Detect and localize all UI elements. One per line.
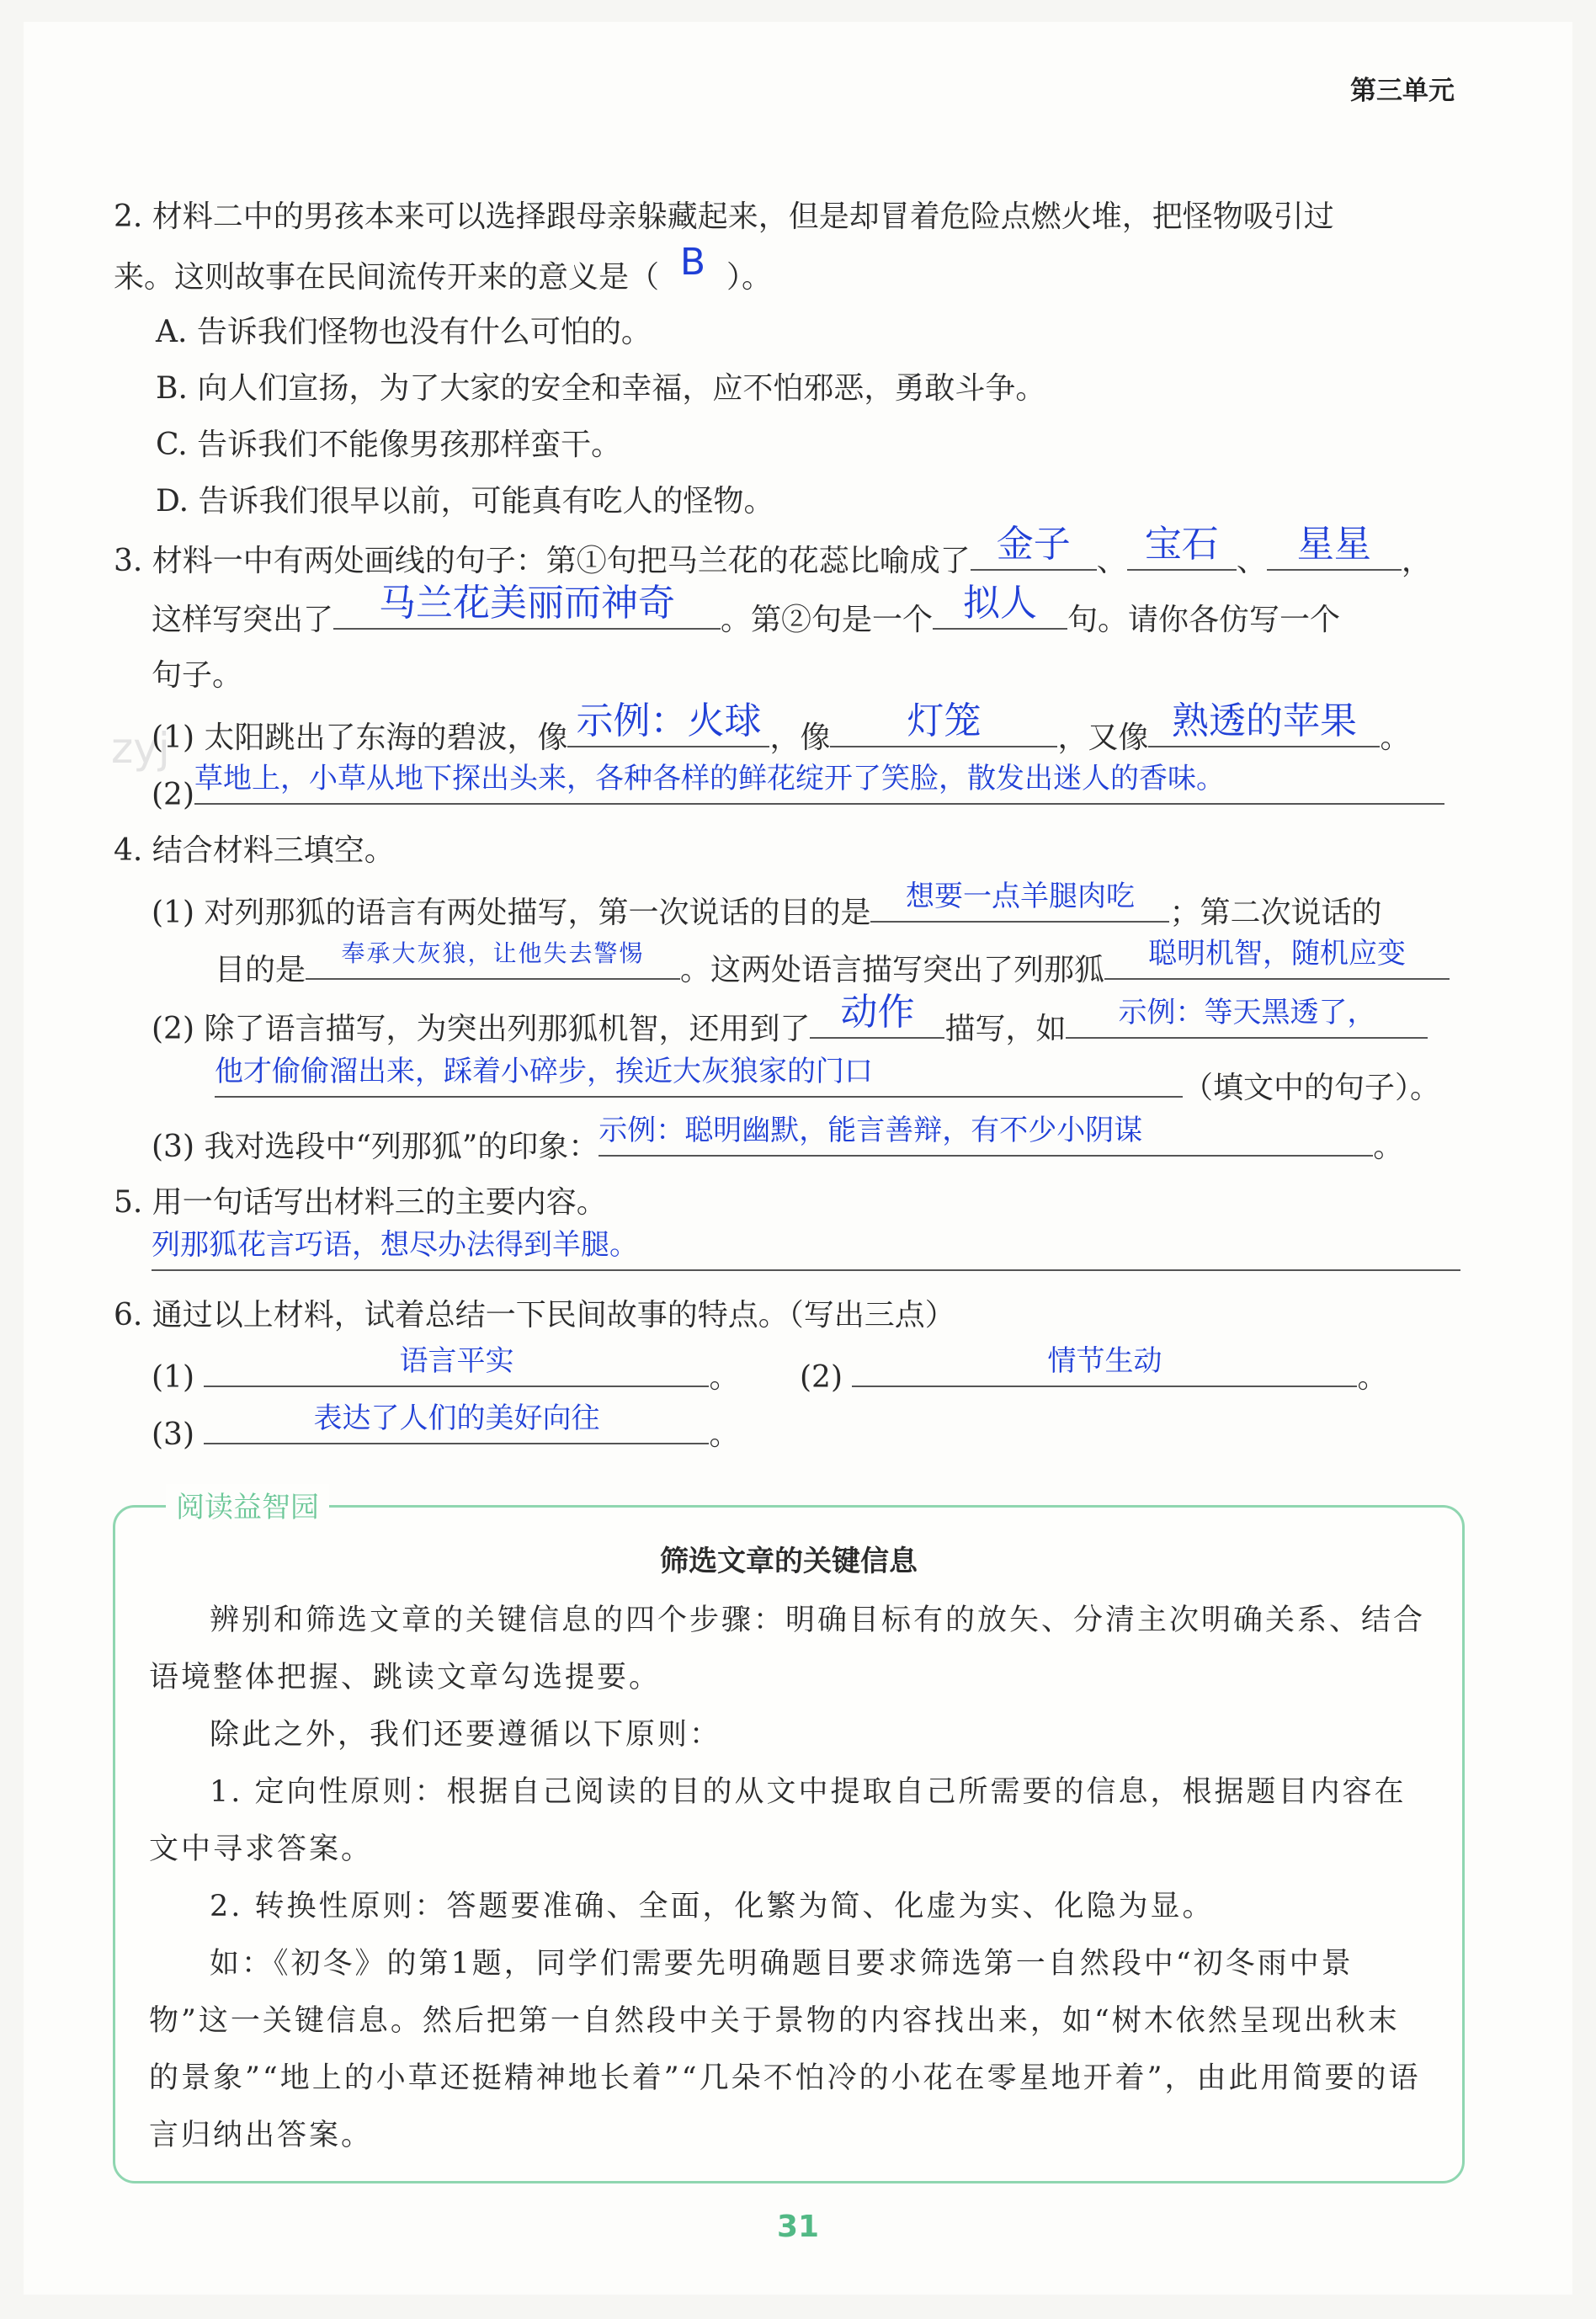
q2-close: ）。 bbox=[726, 260, 773, 295]
q3-s1-blank-3[interactable] bbox=[1148, 699, 1380, 747]
box-title: 筛选文章的关键信息 bbox=[660, 1545, 918, 1578]
q3-prompt: 3. 材料一中有两处画线的句子：第①句把马兰花的花蕊比喻成了 bbox=[114, 544, 971, 578]
q6-title: 6. 通过以上材料，试着总结一下民间故事的特点。（写出三点） bbox=[114, 1298, 955, 1332]
q3-blank-1[interactable] bbox=[971, 523, 1097, 571]
q3-s1-mid-2: ，又像 bbox=[1057, 721, 1149, 755]
q3-sep-2: 、 bbox=[1236, 544, 1267, 578]
q4-p3-line bbox=[152, 1114, 1403, 1177]
box-para-5: 如：《初冬》的第1题，同学们需要先明确题目要求筛选第一自然段中“初冬雨中景物”这一关键信息。然后把第一自然段中关于景物的内容找出来，如“树木依然呈现出秋末的景象”“地上的小草还挺精神地长着”“几朵不怕冷的小花在零星地开着”，由此用简要的语言归纳出答案。 bbox=[149, 1947, 1421, 2152]
q3-s1-answer-1: 示例：火球 bbox=[576, 699, 762, 742]
q3-comma: ， bbox=[1401, 544, 1432, 578]
q2-option-b: B. 向人们宣扬，为了大家的安全和幸福，应不怕邪恶，勇敢斗争。 bbox=[156, 371, 1046, 406]
q3-s1-blank-2[interactable] bbox=[830, 699, 1057, 747]
q4-p2-blank-1[interactable] bbox=[810, 991, 944, 1039]
q3-s1-mid-1: ，像 bbox=[769, 721, 831, 755]
q6-answer-2: 情节生动 bbox=[1047, 1344, 1162, 1378]
q5-answer-line bbox=[152, 1229, 1460, 1291]
q4-p3-blank[interactable] bbox=[598, 1114, 1373, 1157]
unit-header: 第三单元 bbox=[1350, 76, 1455, 106]
q4-p2b-post: （填文中的句子）。 bbox=[1183, 1071, 1441, 1105]
q6-blank-2[interactable] bbox=[852, 1345, 1357, 1387]
q2-answer: B bbox=[679, 241, 706, 284]
q6-e1: 。 bbox=[709, 1360, 740, 1395]
q6-e3: 。 bbox=[709, 1417, 740, 1452]
q4-p2-mid: 描写，如 bbox=[944, 1012, 1067, 1046]
q4-p2-answer-3: 他才偷偷溜出来，踩着小碎步，挨近大灰狼家的门口 bbox=[215, 1055, 873, 1088]
q3-s1-answer-3: 熟透的苹果 bbox=[1171, 699, 1357, 742]
q6-item-2 bbox=[800, 1345, 1387, 1407]
q4-p1-answer-3: 聪明机智，随机应变 bbox=[1148, 937, 1407, 971]
q4-p3-answer: 示例：聪明幽默，能言善辩，有不少小阴谋 bbox=[598, 1114, 1143, 1147]
q3-line2 bbox=[152, 582, 1341, 650]
q3-s2-prompt: (2) bbox=[152, 778, 194, 812]
q4-title: 4. 结合材料三填空。 bbox=[114, 833, 395, 868]
q6-l3-label: (3) bbox=[152, 1417, 194, 1452]
q3-sentence-2 bbox=[152, 763, 1444, 825]
q3-answer-4: 马兰花美丽而神奇 bbox=[379, 582, 676, 625]
q2-line2 bbox=[114, 241, 773, 307]
q4-p3-end: 。 bbox=[1373, 1130, 1404, 1164]
q3-l2-mid: 。第②句是一个 bbox=[721, 603, 934, 637]
q4-p3-prompt: (3) 我对选段中“列那狐”的印象： bbox=[152, 1130, 599, 1164]
q4-p2-prompt: (2) 除了语言描写，为突出列那狐机智，还用到了 bbox=[152, 1012, 811, 1046]
q4-p1-prompt: (1) 对列那狐的语言有两处描写，第一次说话的目的是 bbox=[152, 896, 871, 930]
q5-title: 5. 用一句话写出材料三的主要内容。 bbox=[114, 1185, 607, 1220]
q5-answer: 列那狐花言巧语，想尽办法得到羊腿。 bbox=[152, 1228, 638, 1262]
q3-s2-blank[interactable] bbox=[194, 763, 1444, 805]
q2-line1: 2. 材料二中的男孩本来可以选择跟母亲躲藏起来，但是却冒着危险点燃火堆，把怪物吸引过 bbox=[114, 199, 1334, 234]
box-para-1: 辨别和筛选文章的关键信息的四个步骤：明确目标有的放矢、分清主次明确关系、结合语境整体把握、跳读文章勾选提要。 bbox=[149, 1604, 1426, 1694]
q4-p2-line2 bbox=[215, 1056, 1440, 1118]
q4-p2-answer-1: 动作 bbox=[840, 991, 915, 1034]
q6-e2: 。 bbox=[1357, 1360, 1388, 1395]
q2-option-d: D. 告诉我们很早以前，可能真有吃人的怪物。 bbox=[156, 484, 774, 519]
q3-blank-5[interactable] bbox=[933, 582, 1067, 630]
q3-l2-post: 句。请你各仿写一个 bbox=[1067, 603, 1341, 637]
box-para-3: 1. 定向性原则：根据自己阅读的目的从文中提取自己所需要的信息，根据题目内容在文中寻求答案。 bbox=[149, 1775, 1407, 1866]
box-para-2: 除此之外，我们还要遵循以下原则： bbox=[210, 1718, 722, 1752]
q3-sep-1: 、 bbox=[1096, 544, 1127, 578]
q4-p1-blank-2[interactable] bbox=[306, 938, 680, 980]
q4-p2-blank-2[interactable] bbox=[1066, 997, 1428, 1039]
q3-l2-prompt: 这样写突出了 bbox=[152, 603, 334, 637]
q6-answer-3: 表达了人们的美好向往 bbox=[313, 1402, 600, 1435]
q4-p1-answer-2: 奉承大灰狼，让他失去警惕 bbox=[341, 939, 645, 967]
q3-s2-answer: 草地上，小草从地下探出头来，各种各样的鲜花绽开了笑脸，散发出迷人的香味。 bbox=[194, 762, 1225, 795]
q3-blank-3[interactable] bbox=[1267, 523, 1402, 571]
q2-option-a: A. 告诉我们怪物也没有什么可怕的。 bbox=[156, 315, 652, 349]
q4-p2-answer-2: 示例：等天黑透了， bbox=[1118, 996, 1376, 1029]
q3-s1-prompt: (1) 太阳跳出了东海的碧波，像 bbox=[152, 721, 568, 755]
q3-s1-end: 。 bbox=[1380, 721, 1411, 755]
q4-p2-blank-3[interactable] bbox=[215, 1056, 1183, 1098]
q3-answer-2: 宝石 bbox=[1144, 523, 1219, 566]
q4-p2-line1 bbox=[152, 991, 1428, 1059]
q4-p1-blank-1[interactable] bbox=[870, 880, 1169, 923]
page-number: 31 bbox=[776, 2210, 820, 2244]
q3-line1 bbox=[114, 523, 1432, 591]
q6-blank-1[interactable] bbox=[204, 1345, 709, 1387]
q4-p1b-mid: 。这两处语言描写突出了列那狐 bbox=[680, 953, 1105, 987]
q6-l2-label: (2) bbox=[800, 1360, 843, 1395]
q6-item-3 bbox=[152, 1402, 739, 1465]
q5-blank[interactable] bbox=[152, 1229, 1460, 1271]
box-para-4: 2. 转换性原则：答题要准确、全面，化繁为简、化虚为实、化隐为显。 bbox=[210, 1890, 1215, 1923]
q3-blank-2[interactable] bbox=[1127, 523, 1237, 571]
q6-blank-3[interactable] bbox=[204, 1402, 709, 1444]
q4-p1-mid: ；第二次说话的 bbox=[1169, 896, 1382, 930]
q4-p1-answer-1: 想要一点羊腿肉吃 bbox=[905, 880, 1135, 913]
q2-prompt: 来。这则故事在民间流传开来的意义是（ bbox=[114, 260, 660, 295]
q3-blank-4[interactable] bbox=[333, 582, 721, 630]
q3-answer-1: 金子 bbox=[996, 523, 1071, 566]
reading-tips-box bbox=[113, 1491, 1465, 2183]
q6-answer-1: 语言平实 bbox=[399, 1344, 514, 1378]
q2-answer-blank[interactable] bbox=[659, 241, 726, 287]
q4-p1-blank-3[interactable] bbox=[1104, 938, 1450, 980]
box-tag: 阅读益智园 bbox=[166, 1484, 329, 1525]
q3-s1-blank-1[interactable] bbox=[567, 699, 769, 747]
q3-answer-3: 星星 bbox=[1296, 523, 1371, 566]
q2-option-c: C. 告诉我们不能像男孩那样蛮干。 bbox=[156, 428, 622, 462]
q6-l1-label: (1) bbox=[152, 1360, 194, 1395]
q4-p1-line2 bbox=[215, 938, 1450, 1000]
q4-p1b-prompt: 目的是 bbox=[215, 953, 306, 987]
q3-line3: 句子。 bbox=[152, 658, 243, 693]
q3-answer-5: 拟人 bbox=[963, 582, 1038, 625]
watermark: zyj bbox=[111, 724, 170, 773]
q3-s1-answer-2: 灯笼 bbox=[907, 699, 982, 742]
